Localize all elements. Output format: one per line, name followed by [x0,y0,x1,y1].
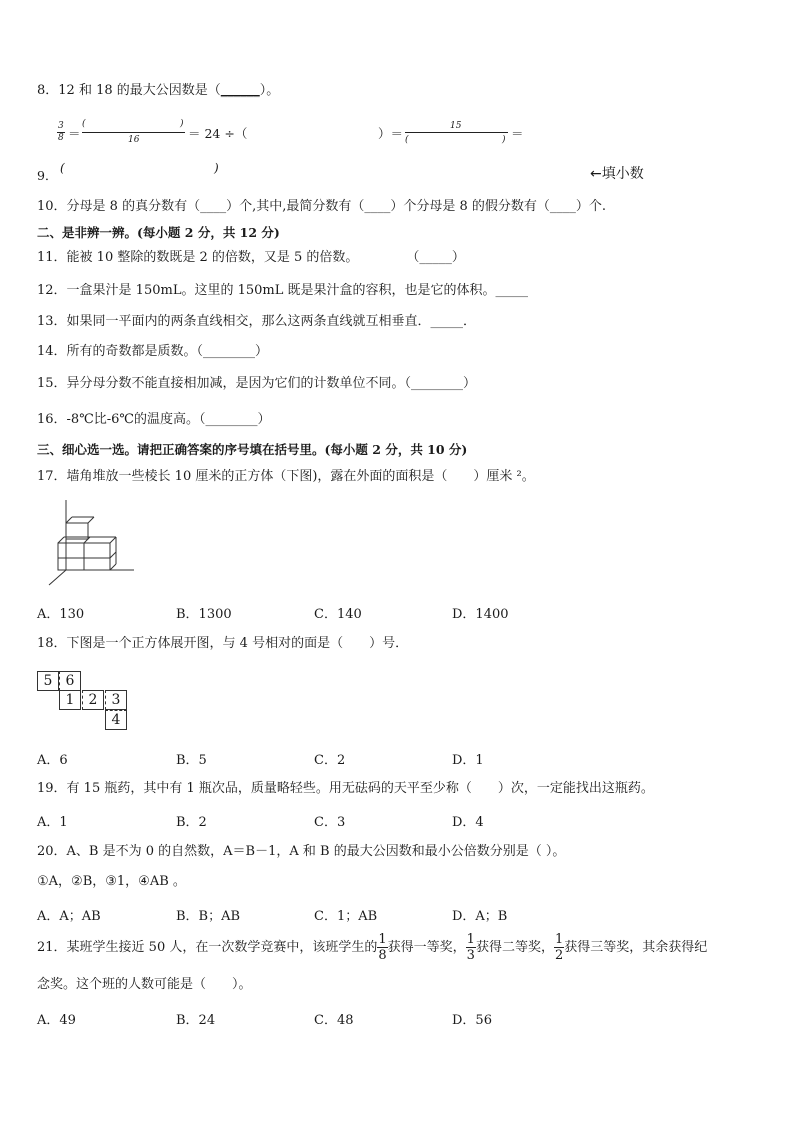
option-d[interactable]: D．1 [452,753,484,768]
option-a[interactable]: A．6 [37,753,68,768]
option-b[interactable]: B．5 [176,753,207,768]
fraction-one-third: $\frac{1}{3}$ [466,932,475,963]
question-11: 11．能被 10 整除的数既是 2 的倍数，又是 5 的倍数。 （_____） [37,250,465,265]
stacked-cubes-figure [44,495,139,587]
option-d[interactable]: D．1400 [452,607,509,622]
net-face: 1 [59,690,81,710]
fraction-one-eighth: $\frac{1}{8}$ [378,932,387,963]
section-3-title: 三、细心选一选。请把正确答案的序号填在括号里。(每小题 2 分，共 10 分) [37,442,468,457]
option-a[interactable]: A．A；AB [37,909,101,924]
option-b[interactable]: B．24 [176,1013,216,1028]
question-13: 13．如果同一平面内的两条直线相交，那么这两条直线就互相垂直．_____． [37,314,477,329]
option-b[interactable]: B．1300 [176,607,232,622]
hint-fill-decimal: ←填小数 [590,166,644,182]
question-17: 17．墙角堆放一些棱长 10 厘米的正方体（下图)，露在外面的面积是（ ）厘米 ²。 [37,469,535,484]
option-d[interactable]: D．4 [452,815,484,830]
question-20-choices: ①A，②B，③1，④AB 。 [37,874,186,889]
option-a[interactable]: A．1 [37,815,68,830]
option-c[interactable]: C．1；AB [314,909,378,924]
fraction-bar [82,132,185,133]
net-face: 5 [37,671,59,691]
question-19: 19．有 15 瓶药，其中有 1 瓶次品，质量略轻些。用无砝码的天平至少称（ ）次，一定能找出这瓶药。 [37,781,654,796]
option-c[interactable]: C．140 [314,607,362,622]
fraction-bar [405,132,508,133]
net-face: 4 [105,710,127,730]
net-face: 3 [105,690,127,710]
question-21: 21．某班学生接近 50 人，在一次数学竞赛中，该班学生的 $\frac{1}{8}$ 获得一等奖， $\frac{1}{3}$ 获得二等奖， $\frac{1}{2}$ 获得三等奖，其余获得纪 [37,932,708,963]
question-20: 20．A、B 是不为 0 的自然数，A＝B－1，A 和 B 的最大公因数和最小公倍数分别是（ ）。 [37,844,566,859]
option-c[interactable]: C．3 [314,815,346,830]
question-18: 18．下图是一个正方体展开图，与 4 号相对的面是（ ）号． [37,636,409,651]
section-2-title: 二、是非辨一辨。(每小题 2 分，共 12 分) [37,225,280,240]
option-c[interactable]: C．48 [314,1013,354,1028]
question-14: 14．所有的奇数都是质数。（________） [37,344,269,359]
question-16: 16．-8℃比-6℃的温度高。（________） [37,412,271,427]
question-21-line2: 念奖。这个班的人数可能是（ ）。 [37,977,252,992]
option-d[interactable]: D．56 [452,1013,492,1028]
question-8: 8．12 和 18 的最大公因数是（______）。 [37,83,280,98]
net-face: 6 [59,671,81,691]
question-15: 15．异分母分数不能直接相加减，是因为它们的计数单位不同。（________） [37,376,477,391]
fraction-one-half: $\frac{1}{2}$ [554,932,564,963]
option-d[interactable]: D．A；B [452,909,508,924]
question-12: 12．一盒果汁是 150mL。这里的 150mL 既是果汁盒的容积，也是它的体积。_____ [37,283,528,298]
option-a[interactable]: A．130 [37,607,85,622]
net-face: 2 [82,690,104,710]
option-b[interactable]: B．2 [176,815,207,830]
option-c[interactable]: C．2 [314,753,346,768]
option-b[interactable]: B．B；AB [176,909,241,924]
question-10: 10．分母是 8 的真分数有（____）个,其中,最简分数有（____）个分母是 8 的假分数有（____）个. [37,199,607,214]
option-a[interactable]: A．49 [37,1013,76,1028]
